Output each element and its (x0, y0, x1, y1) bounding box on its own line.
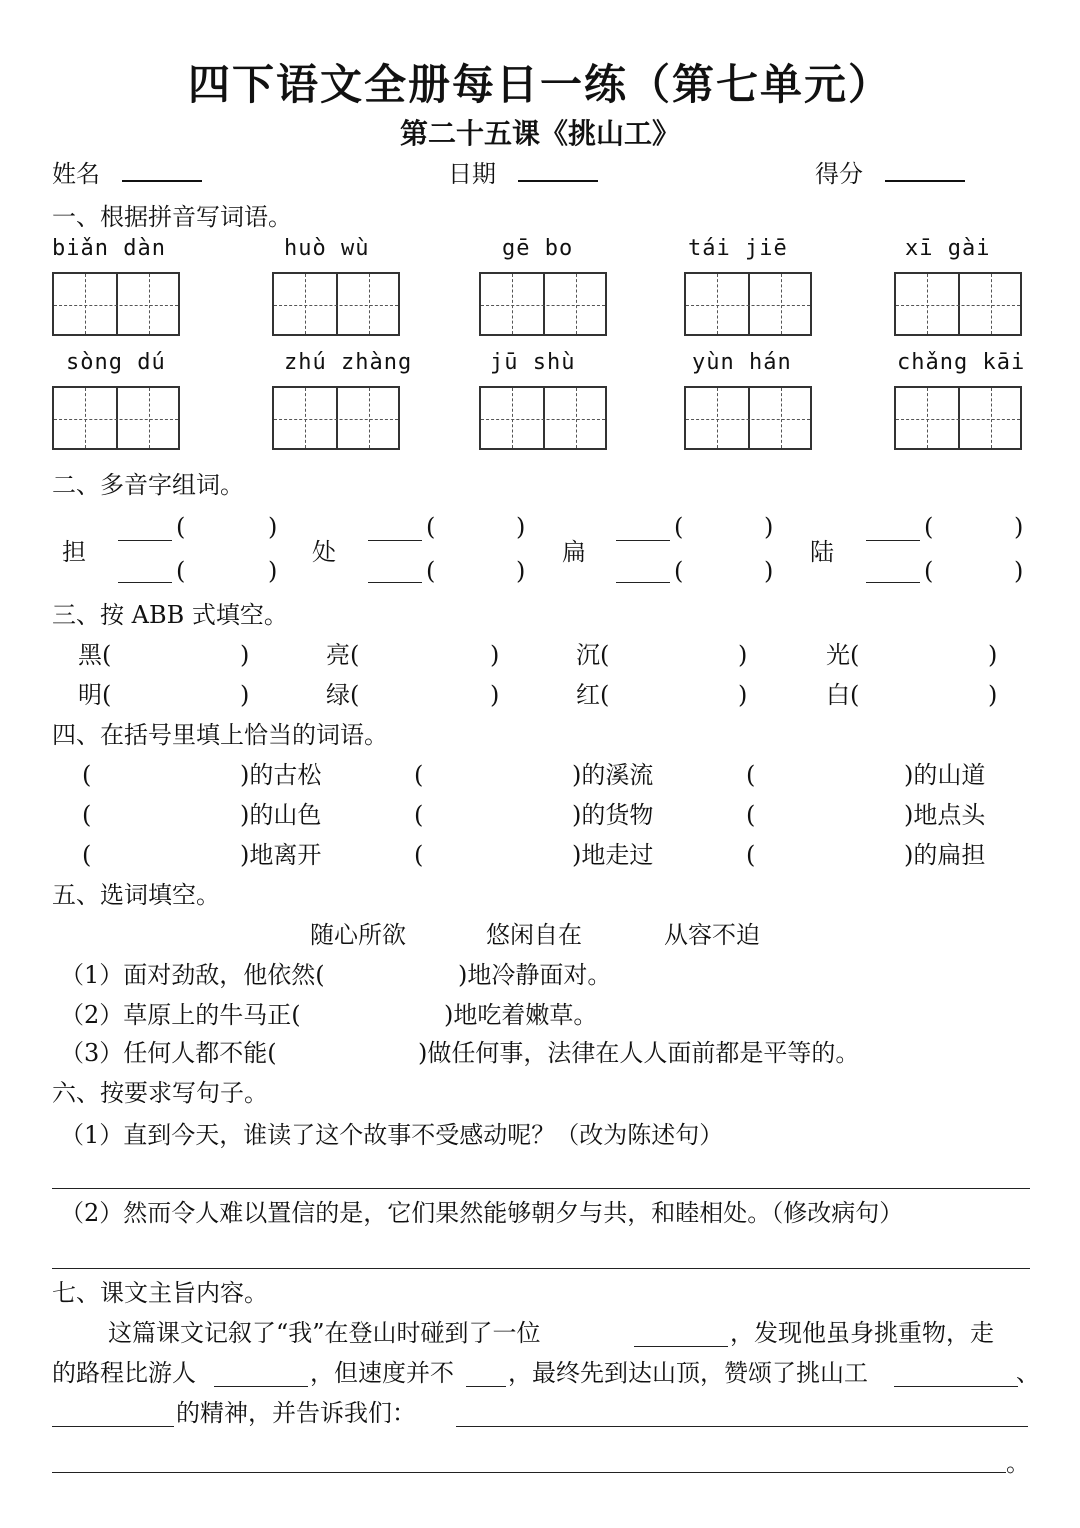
answer-line[interactable] (214, 1386, 308, 1387)
paren-left: ( (176, 513, 186, 541)
pinyin-label: zhú zhàng (284, 350, 413, 375)
polyphone-char: 扁 (562, 538, 586, 566)
date-field[interactable] (448, 158, 598, 189)
summary-text: 、 (1016, 1359, 1040, 1387)
question-text: （1）面对劲敌，他依然( (60, 961, 325, 989)
word-option: 从容不迫 (664, 921, 760, 949)
paren-right: ) (764, 513, 774, 541)
writing-grid[interactable] (272, 272, 400, 336)
paren-right: ) (240, 641, 250, 669)
answer-line[interactable] (118, 540, 172, 541)
summary-text: ，但速度并不 (310, 1359, 454, 1387)
abb-item: 红( (576, 681, 610, 709)
writing-grid[interactable] (894, 272, 1022, 336)
answer-line[interactable] (866, 540, 920, 541)
paren-left: ( (746, 841, 756, 869)
paren-right: ) (764, 557, 774, 585)
summary-text: 的精神，并告诉我们： (176, 1399, 416, 1427)
summary-text: 这篇课文记叙了“我”在登山时碰到了一位 (108, 1319, 541, 1347)
abb-item: 明( (78, 681, 112, 709)
pinyin-label: chǎng kāi (897, 350, 1026, 375)
lesson-title: 第二十五课《挑山工》 (399, 117, 680, 150)
section-6-heading: 六、按要求写句子。 (52, 1079, 268, 1107)
paren-right: ) (988, 641, 998, 669)
question-text: （2）然而令人难以置信的是，它们果然能够朝夕与共，和睦相处。（修改病句） (60, 1199, 904, 1227)
writing-grid[interactable] (684, 386, 812, 450)
paren-left: ( (746, 761, 756, 789)
paren-right: ) (988, 681, 998, 709)
writing-grid[interactable] (52, 386, 180, 450)
score-label: 得分 (815, 160, 863, 188)
name-field[interactable] (52, 158, 202, 189)
writing-grid[interactable] (272, 386, 400, 450)
paren-right: ) (490, 641, 500, 669)
paren-right: ) (268, 513, 278, 541)
paren-left: ( (674, 557, 684, 585)
writing-grid[interactable] (894, 386, 1022, 450)
answer-line[interactable] (52, 1188, 1030, 1189)
polyphone-char: 陆 (810, 538, 834, 566)
paren-right: ) (1014, 513, 1024, 541)
paren-left: ( (414, 761, 424, 789)
answer-line[interactable] (368, 582, 422, 583)
summary-end: 。 (1006, 1449, 1030, 1477)
fill-item: )地点头 (904, 801, 986, 829)
paren-left: ( (414, 801, 424, 829)
answer-line[interactable] (866, 582, 920, 583)
answer-line[interactable] (52, 1268, 1030, 1269)
paren-right: ) (516, 513, 526, 541)
polyphone-char: 担 (62, 538, 86, 566)
abb-item: 光( (826, 641, 860, 669)
answer-line[interactable] (118, 582, 172, 583)
section-7-heading: 七、课文主旨内容。 (52, 1279, 268, 1307)
pinyin-label: huò wù (284, 236, 370, 261)
paren-left: ( (82, 801, 92, 829)
fill-item: )的山道 (904, 761, 986, 789)
question-text: )地冷静面对。 (458, 961, 612, 989)
paren-left: ( (426, 557, 436, 585)
name-blank[interactable] (122, 158, 202, 182)
answer-line[interactable] (466, 1386, 506, 1387)
paren-left: ( (674, 513, 684, 541)
paren-left: ( (82, 841, 92, 869)
abb-item: 白( (826, 681, 860, 709)
paren-right: ) (1014, 557, 1024, 585)
paren-right: ) (490, 681, 500, 709)
answer-line[interactable] (368, 540, 422, 541)
polyphone-char: 处 (312, 538, 336, 566)
abb-item: 绿( (326, 681, 360, 709)
section-3-heading: 三、按 ABB 式填空。 (52, 601, 288, 629)
pinyin-label: biǎn dàn (52, 236, 166, 261)
section-5-heading: 五、选词填空。 (52, 881, 220, 909)
word-option: 随心所欲 (310, 921, 406, 949)
word-option: 悠闲自在 (486, 921, 582, 949)
pinyin-label: yùn hán (692, 350, 792, 375)
pinyin-label: sòng dú (66, 350, 166, 375)
fill-item: )的溪流 (572, 761, 654, 789)
writing-grid[interactable] (684, 272, 812, 336)
writing-grid[interactable] (479, 386, 607, 450)
answer-line[interactable] (52, 1472, 1006, 1473)
abb-item: 亮( (326, 641, 360, 669)
paren-left: ( (924, 513, 934, 541)
fill-item: )地走过 (572, 841, 654, 869)
summary-text: ，发现他虽身挑重物，走 (730, 1319, 994, 1347)
paren-left: ( (746, 801, 756, 829)
paren-right: ) (516, 557, 526, 585)
answer-line[interactable] (616, 540, 670, 541)
section-1-heading: 一、根据拼音写词语。 (52, 203, 292, 231)
pinyin-label: jū shù (490, 350, 576, 375)
answer-line[interactable] (52, 1426, 174, 1427)
paren-right: ) (240, 681, 250, 709)
question-text: （1）直到今天，谁读了这个故事不受感动呢？（改为陈述句） (60, 1121, 724, 1149)
section-2-heading: 二、多音字组词。 (52, 471, 244, 499)
question-text: )地吃着嫩草。 (444, 1001, 598, 1029)
answer-line[interactable] (634, 1346, 728, 1347)
answer-line[interactable] (456, 1426, 1028, 1427)
paren-left: ( (82, 761, 92, 789)
pinyin-label: xī gài (905, 236, 991, 261)
score-field[interactable] (815, 158, 965, 189)
paren-left: ( (414, 841, 424, 869)
paren-left: ( (426, 513, 436, 541)
fill-item: )地离开 (240, 841, 322, 869)
name-label: 姓名 (52, 160, 100, 188)
fill-item: )的货物 (572, 801, 654, 829)
summary-text: 的路程比游人 (52, 1359, 196, 1387)
fill-item: )的古松 (240, 761, 322, 789)
answer-line[interactable] (894, 1386, 1018, 1387)
date-label: 日期 (448, 160, 496, 188)
paren-right: ) (738, 641, 748, 669)
abb-item: 黑( (78, 641, 112, 669)
page-title: 四下语文全册每日一练（第七单元） (187, 60, 892, 109)
paren-left: ( (176, 557, 186, 585)
fill-item: )的山色 (240, 801, 322, 829)
question-text: （2）草原上的牛马正( (60, 1001, 301, 1029)
score-blank[interactable] (885, 158, 965, 182)
question-text: )做任何事，法律在人人面前都是平等的。 (418, 1039, 860, 1067)
question-text: （3）任何人都不能( (60, 1039, 277, 1067)
writing-grid[interactable] (479, 272, 607, 336)
abb-item: 沉( (576, 641, 610, 669)
paren-right: ) (268, 557, 278, 585)
fill-item: )的扁担 (904, 841, 986, 869)
section-4-heading: 四、在括号里填上恰当的词语。 (52, 721, 388, 749)
pinyin-label: tái jiē (688, 236, 788, 261)
writing-grid[interactable] (52, 272, 180, 336)
paren-right: ) (738, 681, 748, 709)
date-blank[interactable] (518, 158, 598, 182)
paren-left: ( (924, 557, 934, 585)
summary-text: ，最终先到达山顶，赞颂了挑山工 (508, 1359, 868, 1387)
pinyin-label: gē bo (502, 236, 574, 261)
answer-line[interactable] (616, 582, 670, 583)
